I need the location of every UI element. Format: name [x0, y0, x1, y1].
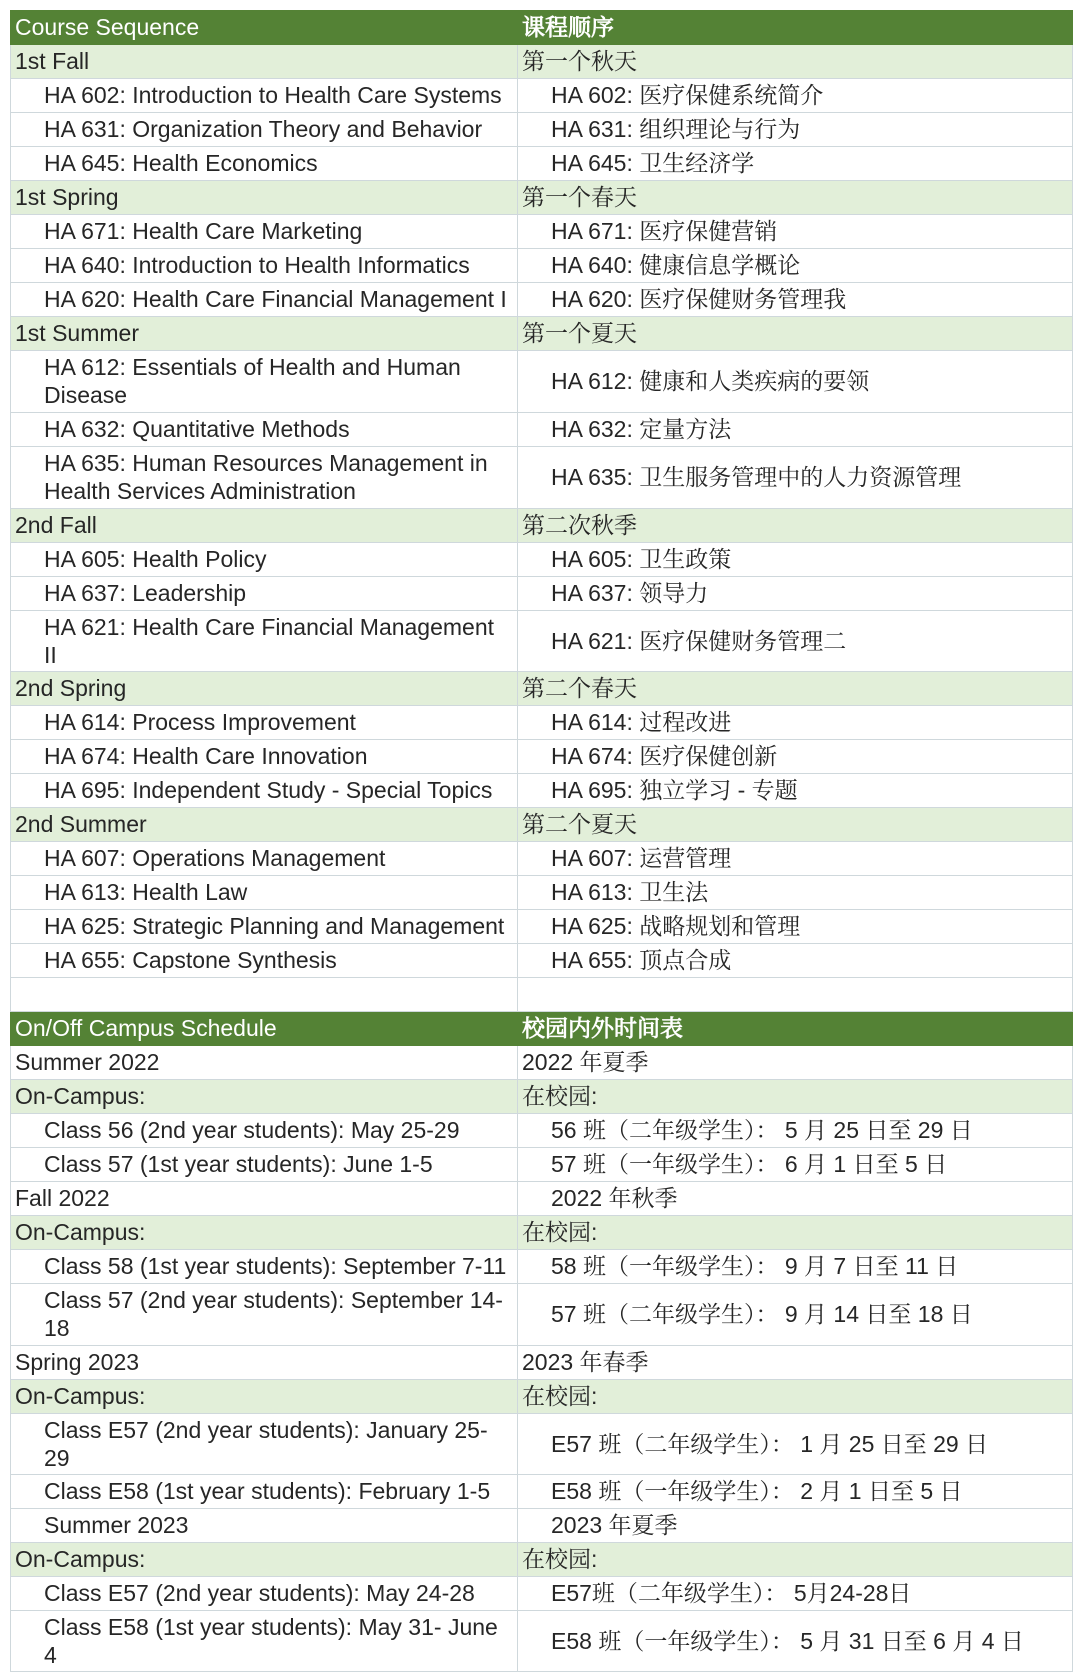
course-row [11, 542, 1073, 576]
class-dates-zh: 57 班（二年级学生）： 9 月 14 日至 18 日 [518, 1283, 1073, 1345]
course-row [11, 78, 1073, 112]
on-campus-row [11, 1379, 1073, 1413]
course-row [11, 841, 1073, 875]
term-label-zh: 第二个夏天 [518, 807, 1073, 841]
course-name-zh: HA 655: 顶点合成 [518, 943, 1073, 977]
term-label-zh: 第一个夏天 [518, 316, 1073, 350]
class-row [11, 1413, 1073, 1474]
course-name-zh: HA 602: 医疗保健系统简介 [518, 78, 1073, 112]
course-row [11, 576, 1073, 610]
course-name-en: HA 655: Capstone Synthesis [11, 943, 518, 977]
course-row [11, 875, 1073, 909]
on-campus-label-en: On-Campus: [11, 1542, 518, 1576]
course-name-en: HA 632: Quantitative Methods [11, 412, 518, 446]
course-row [11, 610, 1073, 671]
course-name-en: HA 612: Essentials of Health and Human Disease [11, 350, 518, 412]
course-name-en: HA 635: Human Resources Management in Health Services Administration [11, 446, 518, 508]
course-name-zh: HA 632: 定量方法 [518, 412, 1073, 446]
session-label-zh: 2022 年夏季 [518, 1045, 1073, 1079]
term-row [11, 316, 1073, 350]
on-campus-row [11, 1542, 1073, 1576]
course-name-zh: HA 607: 运营管理 [518, 841, 1073, 875]
class-row [11, 1113, 1073, 1147]
class-dates-zh: E57 班（二年级学生）： 1 月 25 日至 29 日 [518, 1413, 1073, 1474]
course-name-en: HA 605: Health Policy [11, 542, 518, 576]
course-name-en: HA 674: Health Care Innovation [11, 739, 518, 773]
course-name-zh: HA 612: 健康和人类疾病的要领 [518, 350, 1073, 412]
course-name-en: HA 620: Health Care Financial Management I [11, 282, 518, 316]
course-row [11, 446, 1073, 508]
course-name-en: HA 614: Process Improvement [11, 705, 518, 739]
class-dates-zh: E58 班（一年级学生）： 5 月 31 日至 6 月 4 日 [518, 1610, 1073, 1671]
session-row [11, 1181, 1073, 1215]
session-label-zh: 2023 年夏季 [518, 1508, 1073, 1542]
term-label-en: 1st Fall [11, 44, 518, 78]
class-row [11, 1249, 1073, 1283]
term-row [11, 508, 1073, 542]
course-row [11, 350, 1073, 412]
session-row [11, 1045, 1073, 1079]
course-name-en: HA 625: Strategic Planning and Management [11, 909, 518, 943]
campus-schedule-header-en: On/Off Campus Schedule [11, 1011, 518, 1045]
course-name-zh: HA 631: 组织理论与行为 [518, 112, 1073, 146]
course-row [11, 248, 1073, 282]
on-campus-label-en: On-Campus: [11, 1379, 518, 1413]
course-row [11, 282, 1073, 316]
course-name-en: HA 613: Health Law [11, 875, 518, 909]
on-campus-label-en: On-Campus: [11, 1215, 518, 1249]
course-name-zh: HA 645: 卫生经济学 [518, 146, 1073, 180]
course-name-zh: HA 625: 战略规划和管理 [518, 909, 1073, 943]
course-name-en: HA 640: Introduction to Health Informatics [11, 248, 518, 282]
session-row [11, 1508, 1073, 1542]
campus-schedule-header-row [11, 1011, 1073, 1045]
course-name-zh: HA 613: 卫生法 [518, 875, 1073, 909]
course-row [11, 412, 1073, 446]
class-dates-zh: E57班（二年级学生）： 5月24-28日 [518, 1576, 1073, 1610]
term-label-en: 1st Spring [11, 180, 518, 214]
blank-cell [11, 977, 518, 1011]
class-dates-en: Class 56 (2nd year students): May 25-29 [11, 1113, 518, 1147]
course-row [11, 739, 1073, 773]
schedule-table [10, 10, 1073, 1672]
class-dates-en: Class 57 (2nd year students): September 14-18 [11, 1283, 518, 1345]
class-dates-en: Class E58 (1st year students): February 1-5 [11, 1474, 518, 1508]
course-name-en: HA 631: Organization Theory and Behavior [11, 112, 518, 146]
course-name-zh: HA 621: 医疗保健财务管理二 [518, 610, 1073, 671]
term-label-zh: 第一个秋天 [518, 44, 1073, 78]
class-row [11, 1474, 1073, 1508]
session-label-en: Summer 2022 [11, 1045, 518, 1079]
course-name-zh: HA 620: 医疗保健财务管理我 [518, 282, 1073, 316]
course-row [11, 943, 1073, 977]
term-label-zh: 第二个春天 [518, 671, 1073, 705]
class-dates-en: Class E58 (1st year students): May 31- June 4 [11, 1610, 518, 1671]
term-label-en: 2nd Summer [11, 807, 518, 841]
course-row [11, 909, 1073, 943]
course-name-en: HA 637: Leadership [11, 576, 518, 610]
class-row [11, 1283, 1073, 1345]
class-row [11, 1147, 1073, 1181]
course-row [11, 112, 1073, 146]
course-sequence-header-zh: 课程顺序 [518, 10, 1073, 44]
on-campus-label-zh: 在校园: [518, 1079, 1073, 1113]
course-name-en: HA 645: Health Economics [11, 146, 518, 180]
course-row [11, 214, 1073, 248]
course-name-zh: HA 671: 医疗保健营销 [518, 214, 1073, 248]
session-row [11, 1345, 1073, 1379]
class-dates-en: Class E57 (2nd year students): May 24-28 [11, 1576, 518, 1610]
course-row [11, 705, 1073, 739]
term-row [11, 180, 1073, 214]
session-label-en: Spring 2023 [11, 1345, 518, 1379]
course-name-en: HA 602: Introduction to Health Care Systems [11, 78, 518, 112]
class-dates-zh: 58 班（一年级学生）： 9 月 7 日至 11 日 [518, 1249, 1073, 1283]
class-row [11, 1610, 1073, 1671]
term-label-en: 2nd Spring [11, 671, 518, 705]
course-sequence-header-en: Course Sequence [11, 10, 518, 44]
class-row [11, 1576, 1073, 1610]
campus-schedule-header-zh: 校园内外时间表 [518, 1011, 1073, 1045]
course-name-zh: HA 695: 独立学习 - 专题 [518, 773, 1073, 807]
on-campus-row [11, 1215, 1073, 1249]
class-dates-zh: 56 班（二年级学生）： 5 月 25 日至 29 日 [518, 1113, 1073, 1147]
on-campus-label-zh: 在校园: [518, 1542, 1073, 1576]
blank-row [11, 977, 1073, 1011]
on-campus-row [11, 1079, 1073, 1113]
course-name-zh: HA 614: 过程改进 [518, 705, 1073, 739]
blank-cell [518, 977, 1073, 1011]
term-label-zh: 第一个春天 [518, 180, 1073, 214]
spreadsheet [10, 10, 1072, 1672]
on-campus-label-en: On-Campus: [11, 1079, 518, 1113]
term-row [11, 671, 1073, 705]
session-label-zh: 2023 年春季 [518, 1345, 1073, 1379]
term-label-en: 1st Summer [11, 316, 518, 350]
term-row [11, 807, 1073, 841]
session-label-zh: 2022 年秋季 [518, 1181, 1073, 1215]
term-row [11, 44, 1073, 78]
course-name-en: HA 695: Independent Study - Special Topics [11, 773, 518, 807]
course-name-zh: HA 605: 卫生政策 [518, 542, 1073, 576]
course-row [11, 146, 1073, 180]
course-name-en: HA 671: Health Care Marketing [11, 214, 518, 248]
term-label-en: 2nd Fall [11, 508, 518, 542]
course-name-zh: HA 640: 健康信息学概论 [518, 248, 1073, 282]
course-name-zh: HA 637: 领导力 [518, 576, 1073, 610]
course-name-zh: HA 674: 医疗保健创新 [518, 739, 1073, 773]
class-dates-en: Class 57 (1st year students): June 1-5 [11, 1147, 518, 1181]
session-label-en: Fall 2022 [11, 1181, 518, 1215]
course-row [11, 773, 1073, 807]
course-sequence-header-row [11, 10, 1073, 44]
class-dates-zh: E58 班（一年级学生）： 2 月 1 日至 5 日 [518, 1474, 1073, 1508]
class-dates-en: Class E57 (2nd year students): January 25-29 [11, 1413, 518, 1474]
class-dates-zh: 57 班（一年级学生）： 6 月 1 日至 5 日 [518, 1147, 1073, 1181]
class-dates-en: Class 58 (1st year students): September 7-11 [11, 1249, 518, 1283]
on-campus-label-zh: 在校园: [518, 1379, 1073, 1413]
on-campus-label-zh: 在校园: [518, 1215, 1073, 1249]
course-name-en: HA 607: Operations Management [11, 841, 518, 875]
course-name-zh: HA 635: 卫生服务管理中的人力资源管理 [518, 446, 1073, 508]
session-label-en: Summer 2023 [11, 1508, 518, 1542]
term-label-zh: 第二次秋季 [518, 508, 1073, 542]
course-name-en: HA 621: Health Care Financial Management II [11, 610, 518, 671]
